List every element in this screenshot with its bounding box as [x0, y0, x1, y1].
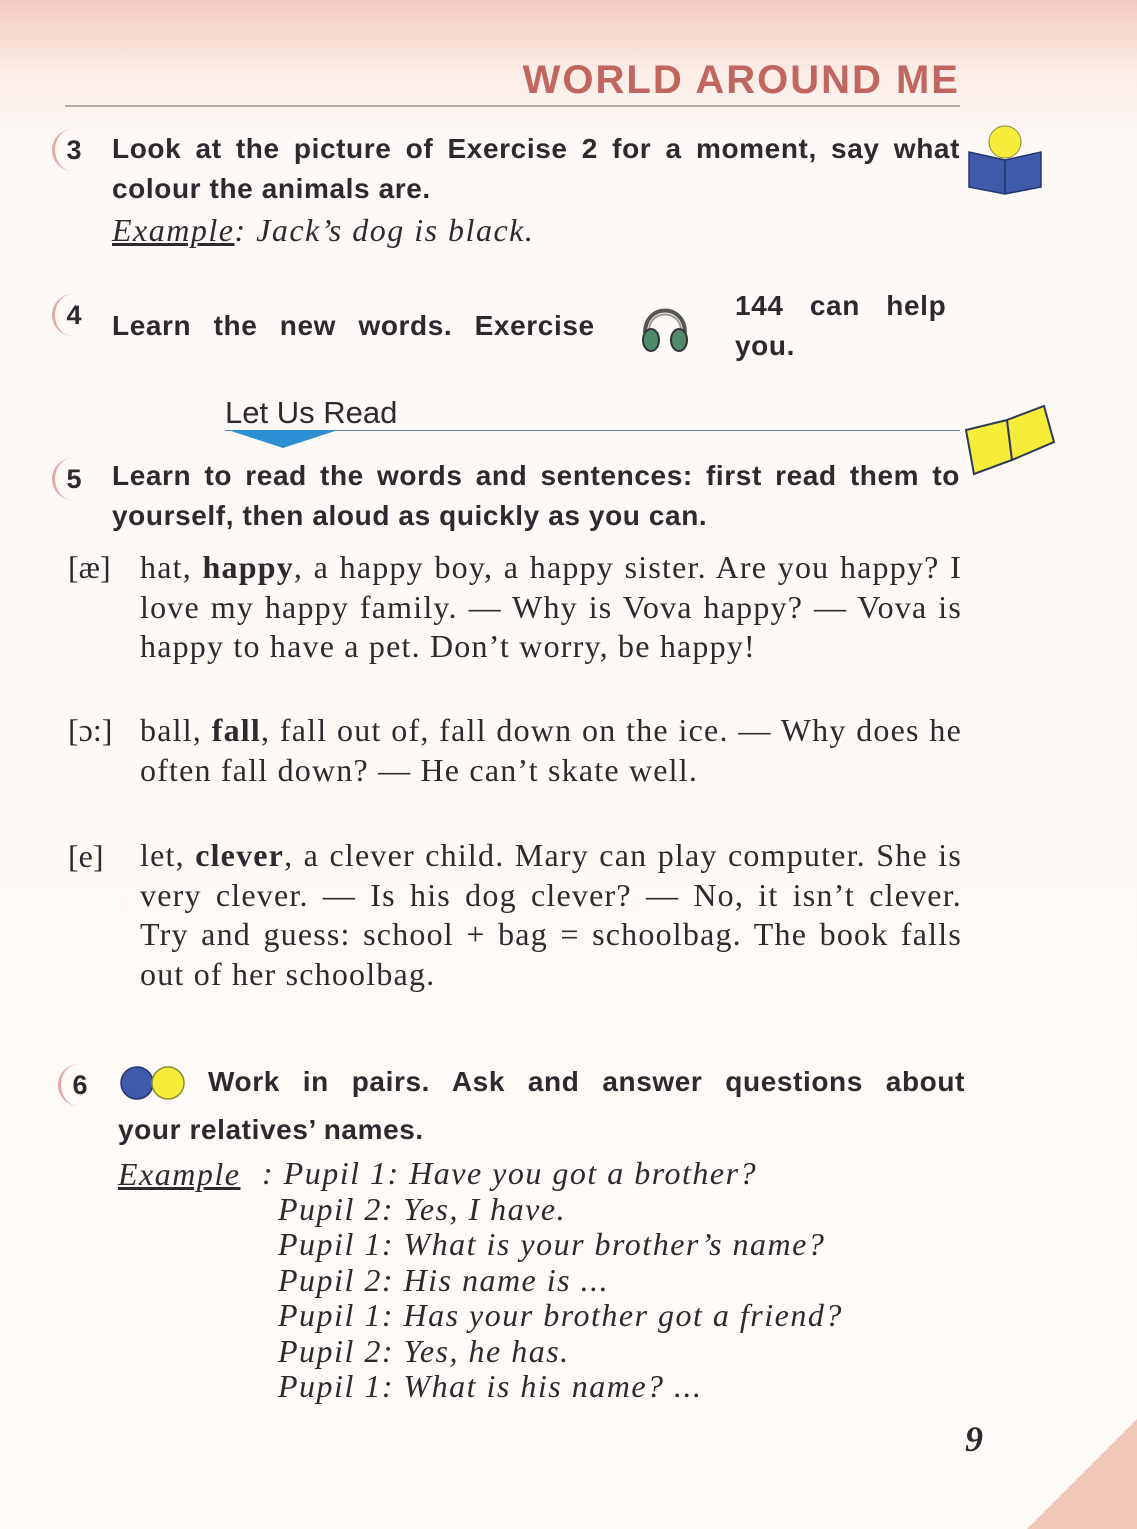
paragraph-start: hat, [140, 549, 203, 585]
paragraph-text: , fall out of, fall down on the ice. — Why does he often fall down? — He can’t skate well. [140, 712, 963, 788]
key-word: fall [211, 712, 261, 748]
example-dialogue [262, 1156, 843, 1405]
phonetic-symbol: [ɔ:] [68, 712, 113, 748]
exercise-6-example-label [118, 1156, 240, 1193]
dialogue-line: Pupil 1: Has your brother got a friend? [278, 1297, 843, 1333]
phonetic-symbol: [æ] [68, 549, 111, 585]
exercise-5-number: 5 [52, 458, 93, 500]
paragraph-text: , a happy boy, a happy sister. Are you happy? I love my happy family. — Why is Vova happy? — Vova is happy to have a pet. Don’t worry, be happy! [140, 549, 963, 664]
exercise-6-number: 6 [58, 1064, 99, 1106]
example-text: : Jack’s dog is black. [234, 212, 535, 248]
open-book-icon [962, 402, 1057, 477]
exercise-4-text-before: Learn the new words. Exercise [112, 310, 595, 341]
example-label: Example [118, 1156, 241, 1192]
page-header-title: WORLD AROUND ME [522, 58, 960, 102]
reading-paragraph [140, 836, 962, 994]
exercise-4-number: 4 [52, 294, 93, 336]
page-number: 9 [965, 1419, 983, 1459]
dialogue-line: : Pupil 1: Have you got a brother? [262, 1155, 758, 1191]
paragraph-text: , a clever child. Mary can play computer. She is very clever. — Is his dog clever? — No, it isn’t clever. Try and guess: school + bag = schoolbag. The book falls out of her schoolbag. [140, 837, 963, 992]
exercise-4-instruction [112, 286, 960, 366]
header-rule [65, 105, 960, 107]
key-word: clever [195, 837, 285, 873]
reading-child-icon [965, 122, 1045, 197]
exercise-4-text-after: 144 can help you. [734, 290, 947, 361]
phonetic-symbol: [e] [68, 838, 104, 874]
section-arrow-icon [228, 428, 338, 450]
dialogue-line: Pupil 2: His name is ... [278, 1261, 610, 1298]
section-title: Let Us Read [225, 395, 398, 430]
reading-paragraph [140, 548, 962, 667]
headphones-icon [635, 297, 695, 355]
exercise-3-number: 3 [52, 129, 93, 171]
exercise-3-example [112, 212, 534, 249]
exercise-3-instruction: Look at the picture of Exercise 2 for a moment, say what colour the animals are. [112, 133, 960, 204]
dialogue-line: Pupil 2: Yes, I have. [278, 1190, 567, 1227]
dialogue-line: Pupil 2: Yes, he has. [278, 1332, 570, 1369]
exercise-6-instruction-line2: your relatives’ names. [118, 1114, 424, 1145]
paragraph-start: let, [140, 837, 196, 873]
dialogue-line: Pupil 1: What is your brother’s name? [278, 1226, 826, 1262]
page-corner [1027, 1419, 1137, 1529]
reading-paragraph [140, 711, 962, 790]
key-word: happy [202, 549, 294, 585]
exercise-5-instruction: Learn to read the words and sentences: first read them to yourself, then aloud as quickly as you can. [112, 460, 960, 531]
paragraph-start: ball, [140, 712, 212, 748]
example-label: Example [112, 212, 235, 248]
dialogue-line: Pupil 1: What is his name? ... [278, 1368, 703, 1404]
pair-work-icon [118, 1064, 190, 1102]
exercise-6-instruction-line1: Work in pairs. Ask and answer questions about [208, 1066, 965, 1097]
